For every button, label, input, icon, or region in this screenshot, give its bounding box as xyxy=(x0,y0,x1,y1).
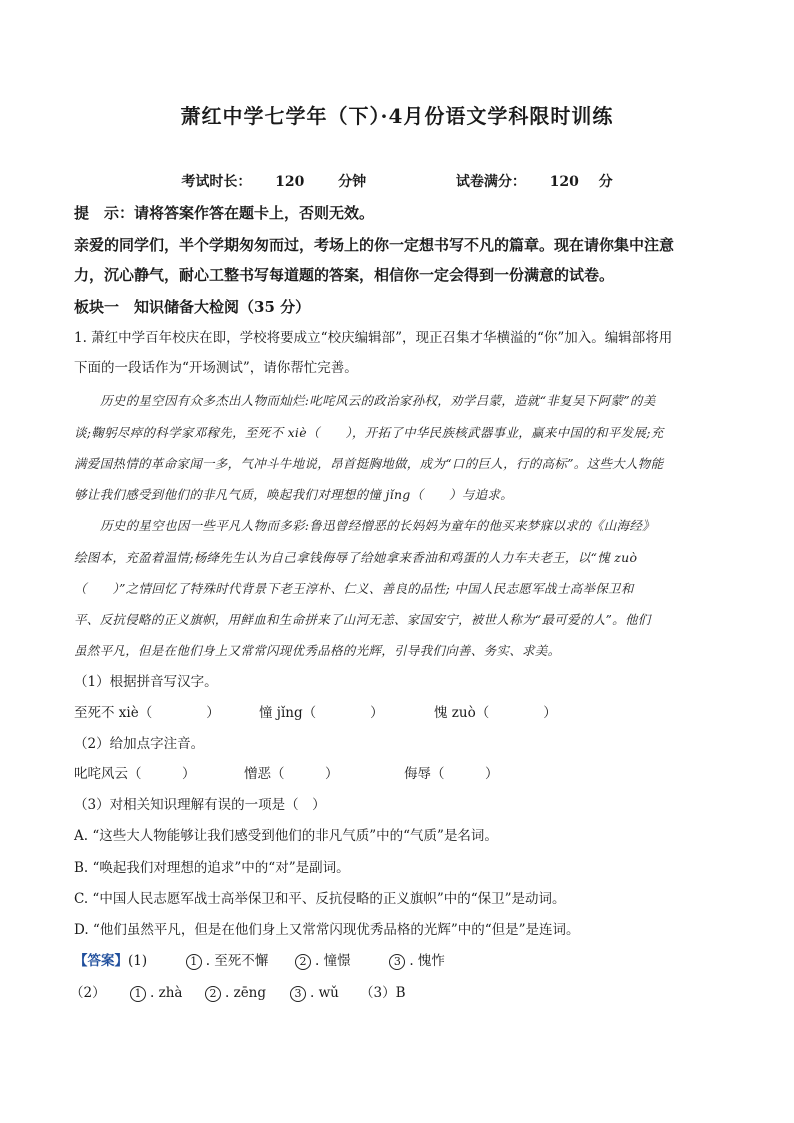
duration-value: 120 xyxy=(275,174,305,190)
greeting-line-2: 力，沉心静气，耐心工整书写每道题的答案，相信你一定会得到一份满意的试卷。 xyxy=(74,266,615,284)
answer-part1-label: (1) xyxy=(128,953,148,969)
score-unit: 分 xyxy=(598,174,613,190)
duration-unit: 分钟 xyxy=(338,174,367,190)
sub2-item: 侮辱（ ） xyxy=(404,766,499,782)
sub1-item: 至死不 xiè（ ） xyxy=(74,705,220,721)
score-value: 120 xyxy=(549,174,579,190)
option-d: D. “他们虽然平凡，但是在他们身上又常常闪现优秀品格的光辉”中的“但是”是连词。 xyxy=(74,922,580,938)
section-title: 板块一 知识储备大检阅（35 分） xyxy=(74,298,311,316)
option-a: A. “这些大人物能够让我们感受到他们的非凡气质”中的“气质”是名词。 xyxy=(74,828,498,844)
passage2-line: 虽然平凡，但是在他们身上又常常闪现优秀品格的光辉，引导我们向善、务实、求美。 xyxy=(74,643,561,658)
answer-part2-label: （2） xyxy=(70,985,106,1001)
circled-number: 1 xyxy=(130,986,146,1002)
sub1-title: （1）根据拼音写汉字。 xyxy=(74,674,218,690)
duration-label: 考试时长： xyxy=(181,174,252,190)
answer-part3: （3）B xyxy=(360,985,406,1001)
circled-number: 1 xyxy=(186,954,202,970)
answer-item: . 憧憬 xyxy=(315,953,351,969)
score-label: 试卷满分： xyxy=(455,174,526,190)
circled-number: 2 xyxy=(295,954,311,970)
answer-item: . wǔ xyxy=(310,985,339,1001)
passage1-line: 够让我们感受到他们的非凡气质，唤起我们对理想的憧 jǐng（ ）与追求。 xyxy=(74,487,514,502)
page-title: 萧红中学七学年（下）·4月份语文学科限时训练 xyxy=(180,104,614,128)
passage2-line: 平、反抗侵略的正义旗帜，用鲜血和生命拼来了山河无恙、家国安宁，被世人称为“最可爱的人”。他们 xyxy=(74,612,651,627)
sub2-item: 叱咤风云（ ） xyxy=(74,766,196,782)
option-b: B. “唤起我们对理想的追求”中的“对”是副词。 xyxy=(74,860,350,876)
passage1-line: 满爱国热情的革命家闻一多，气冲斗牛地说，昂首挺胸地做，成为“口的巨人，行的高标”。这些大人物能 xyxy=(74,456,664,471)
passage1-line: 谈;鞠躬尽瘁的科学家邓稼先，至死不 xiè（ ），开拓了中华民族核武器事业，赢来中国的和平发展;充 xyxy=(74,425,664,440)
answer-line-2 xyxy=(70,983,720,1003)
passage2-line: （ ）”之情回忆了特殊时代背景下老王淳朴、仁义、善良的品性; 中国人民志愿军战士高举保卫和 xyxy=(74,581,634,596)
sub2-item: 憎恶（ ） xyxy=(244,766,339,782)
exam-info xyxy=(0,171,794,191)
circled-number: 2 xyxy=(205,986,221,1002)
circled-number: 3 xyxy=(389,954,405,970)
sub2-items xyxy=(74,764,724,784)
circled-number: 3 xyxy=(290,986,306,1002)
answer-item: . zhà xyxy=(150,985,183,1001)
passage1-line: 历史的星空因有众多杰出人物而灿烂:叱咤风云的政治家孙权，劝学吕蒙，造就“非复吴下阿蒙”的美 xyxy=(100,393,656,408)
answer-item: . zēng xyxy=(225,985,267,1001)
sub3-title: （3）对相关知识理解有误的一项是（ ） xyxy=(74,797,326,813)
sub1-items xyxy=(74,703,724,723)
answer-item: . 愧怍 xyxy=(409,953,445,969)
greeting-line-1: 亲爱的同学们，半个学期匆匆而过，考场上的你一定想书写不凡的篇章。现在请你集中注意 xyxy=(74,236,675,254)
sub1-item: 憧 jǐng（ ） xyxy=(259,705,384,721)
sub1-item: 愧 zuò（ ） xyxy=(434,705,557,721)
question1-intro-2: 下面的一段话作为“开场测试”，请你帮忙完善。 xyxy=(74,360,358,376)
passage2-line: 绘图本，充盈着温情;杨绛先生认为自己拿钱侮辱了给她拿来香油和鸡蛋的人力车夫老王，以“愧 zuò xyxy=(74,550,638,565)
answer-item: . 至死不懈 xyxy=(205,953,269,969)
sub2-title: （2）给加点字注音。 xyxy=(74,736,205,752)
question1-intro-1: 1. 萧红中学百年校庆在即，学校将要成立“校庆编辑部”，现正召集才华横溢的“你”加入。编辑部将用 xyxy=(74,330,673,346)
option-c: C. “中国人民志愿军战士高举保卫和平、反抗侵略的正义旗帜”中的“保卫”是动词。 xyxy=(74,891,566,907)
passage2-line: 历史的星空也因一些平凡人物而多彩:鲁迅曾经憎恶的长妈妈为童年的他买来梦寐以求的《山海经》 xyxy=(100,518,655,533)
tip-line: 提 示：请将答案作答在题卡上，否则无效。 xyxy=(74,204,375,222)
answer-tag: 【答案】 xyxy=(74,953,128,969)
answer-line-1 xyxy=(74,951,724,971)
